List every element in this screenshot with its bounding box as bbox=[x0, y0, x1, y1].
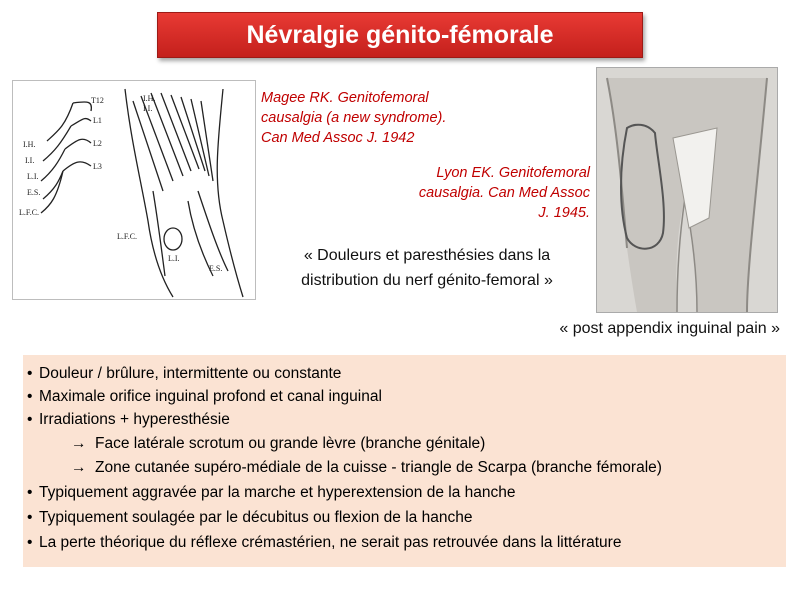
bullet-icon: • bbox=[27, 411, 33, 428]
list-item-text: La perte théorique du réflexe crémastérien, ne serait pas retrouvée dans la littérature bbox=[39, 534, 622, 551]
arrow-right-icon: → bbox=[71, 435, 87, 452]
list-subitem bbox=[71, 435, 485, 453]
reference-magee-line: Magee RK. Genitofemoral bbox=[261, 90, 429, 106]
list-item-text: Irradiations + hyperesthésie bbox=[39, 411, 230, 428]
label-ii-2: I.I. bbox=[143, 104, 153, 113]
label-es-2: E.S. bbox=[209, 264, 223, 273]
label-lfc-2: L.F.C. bbox=[117, 232, 138, 241]
label-ii: I.I. bbox=[25, 156, 35, 165]
slide-title bbox=[157, 12, 643, 58]
list-item bbox=[27, 365, 341, 383]
reference-lyon bbox=[380, 163, 590, 223]
list-item bbox=[27, 509, 472, 527]
list-item-text: Typiquement soulagée par le décubitus ou flexion de la hanche bbox=[39, 509, 473, 526]
label-t12: T12 bbox=[91, 96, 104, 105]
slide-title-text: Névralgie génito-fémorale bbox=[246, 20, 554, 49]
list-item bbox=[27, 388, 382, 406]
label-l2: L2 bbox=[93, 139, 102, 148]
list-item bbox=[27, 484, 516, 502]
reference-magee-line: Can Med Assoc J. 1942 bbox=[261, 130, 415, 146]
label-li-2: L.I. bbox=[168, 254, 180, 263]
list-item-text: Douleur / brûlure, intermittente ou constante bbox=[39, 365, 342, 382]
bullet-icon: • bbox=[27, 365, 33, 382]
label-l1: L1 bbox=[93, 116, 102, 125]
reference-magee-line: causalgia (a new syndrome). bbox=[261, 110, 447, 126]
list-item-text: Maximale orifice inguinal profond et canal inguinal bbox=[39, 388, 382, 405]
reference-magee bbox=[261, 88, 501, 148]
bullet-icon: • bbox=[27, 534, 33, 551]
label-ih: I.H. bbox=[23, 140, 36, 149]
list-item-text: Zone cutanée supéro-médiale de la cuisse - triangle de Scarpa (branche fémorale) bbox=[95, 459, 662, 476]
list-item bbox=[27, 411, 230, 429]
list-item bbox=[27, 534, 621, 552]
patient-photo-drawing bbox=[597, 68, 777, 312]
bullet-icon: • bbox=[27, 509, 33, 526]
label-es: E.S. bbox=[27, 188, 41, 197]
quote-paresthesia-line: distribution du nerf génito-femoral » bbox=[301, 272, 553, 289]
list-item-text: Typiquement aggravée par la marche et hyperextension de la hanche bbox=[39, 484, 516, 501]
list-subitem bbox=[71, 459, 662, 477]
quote-paresthesia-line: « Douleurs et paresthésies dans la bbox=[303, 247, 551, 264]
label-l3: L3 bbox=[93, 162, 102, 171]
quote-post-appendix: « post appendix inguinal pain » bbox=[559, 320, 780, 337]
symptoms-list bbox=[23, 355, 786, 567]
label-li: L.I. bbox=[27, 172, 39, 181]
list-item-text: Face latérale scrotum ou grande lèvre (branche génitale) bbox=[95, 435, 486, 452]
label-ih-2: I.H. bbox=[143, 94, 156, 103]
nerve-anatomy-figure bbox=[12, 80, 256, 300]
reference-lyon-line: Lyon EK. Genitofemoral bbox=[436, 165, 590, 181]
reference-lyon-line: causalgia. Can Med Assoc bbox=[418, 185, 590, 201]
nerve-anatomy-drawing bbox=[13, 81, 255, 299]
bullet-icon: • bbox=[27, 484, 33, 501]
reference-lyon-line: J. 1945. bbox=[538, 205, 590, 221]
patient-photo bbox=[596, 67, 778, 313]
arrow-right-icon: → bbox=[71, 459, 87, 476]
bullet-icon: • bbox=[27, 388, 33, 405]
quote-paresthesia bbox=[262, 243, 592, 293]
label-lfc: L.F.C. bbox=[19, 208, 40, 217]
